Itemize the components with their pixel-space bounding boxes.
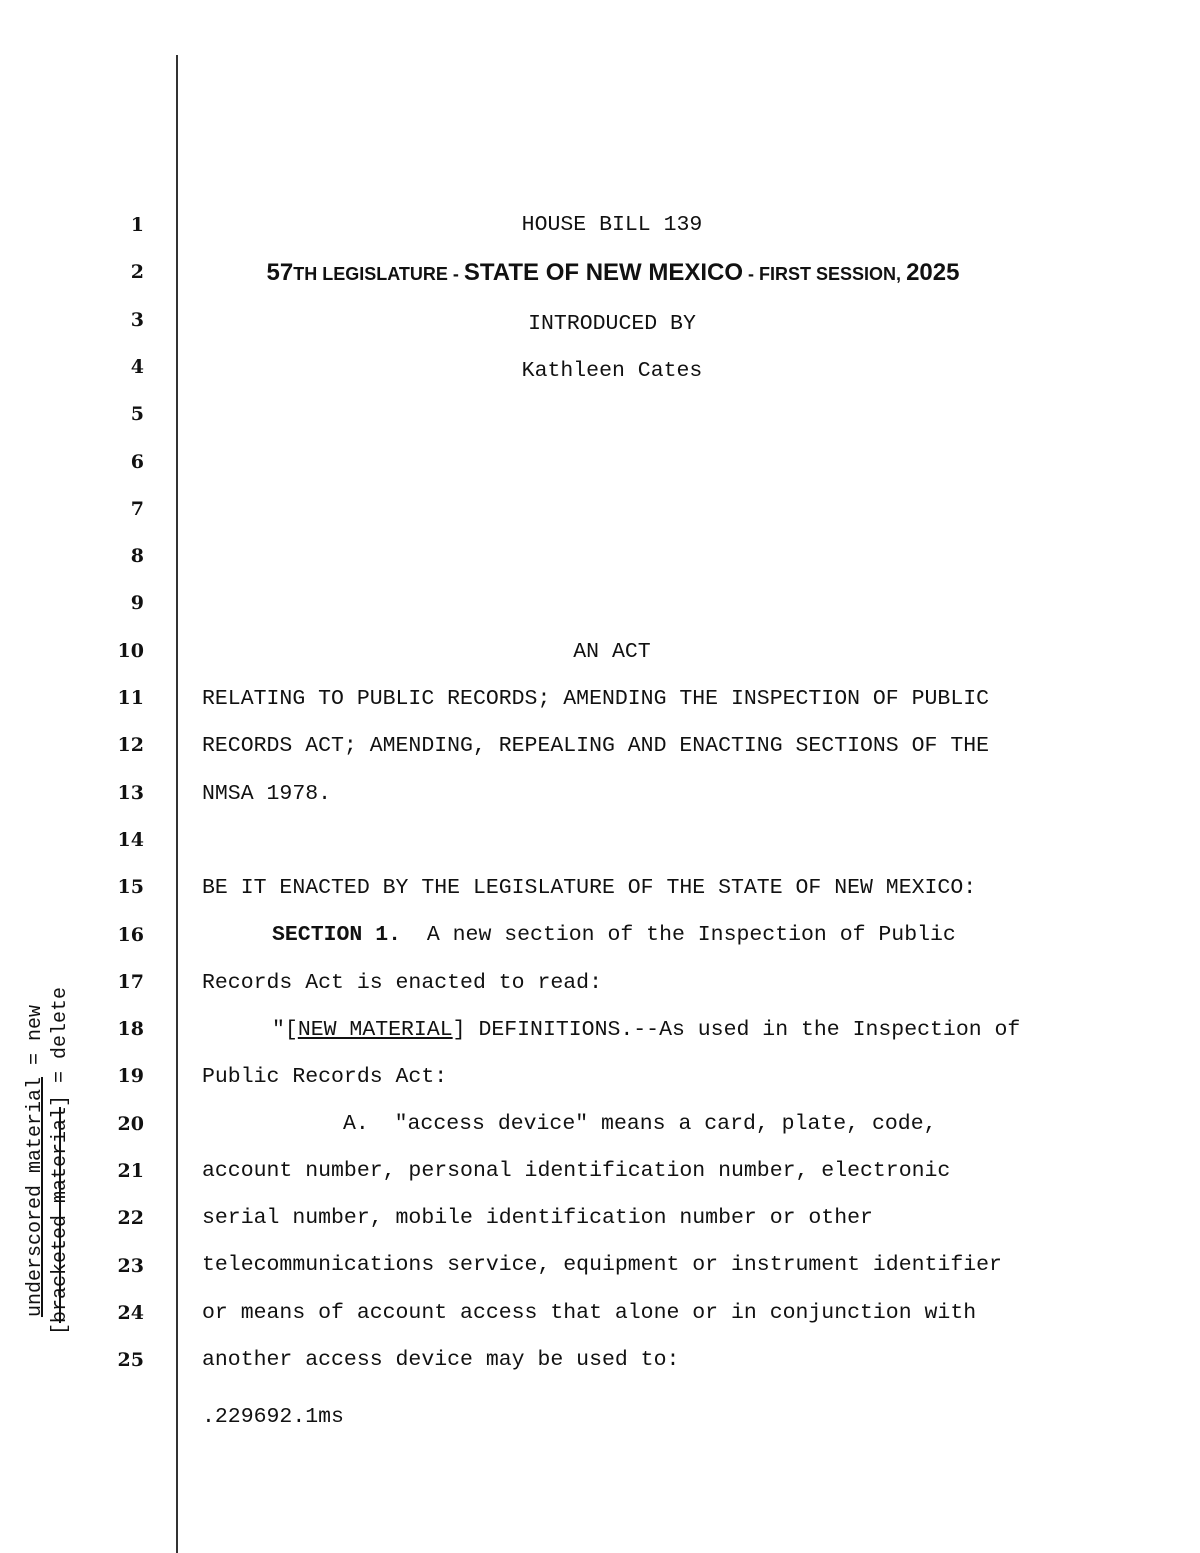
- line-number: 5: [130, 403, 144, 426]
- sponsor: Kathleen Cates: [521, 359, 703, 383]
- body-line-15: BE IT ENACTED BY THE LEGISLATURE OF THE STATE OF NEW MEXICO:: [202, 876, 977, 900]
- section-heading: SECTION 1.: [272, 923, 402, 947]
- session-label: - FIRST SESSION,: [743, 264, 907, 284]
- body-line-24: or means of account access that alone or in conjunction with: [202, 1301, 977, 1325]
- line-number: 11: [117, 687, 144, 709]
- body-line-11: RELATING TO PUBLIC RECORDS; AMENDING THE INSPECTION OF PUBLIC: [202, 687, 990, 711]
- line-number: 4: [130, 355, 144, 378]
- line-number: 25: [117, 1349, 144, 1372]
- quote-open: "[: [272, 1018, 298, 1042]
- section-text: A new section of the Inspection of Public: [401, 923, 956, 947]
- side-legend: [23, 971, 73, 1351]
- body-line-21: account number, personal identification number, electronic: [202, 1159, 951, 1183]
- line-number: 12: [117, 734, 144, 757]
- line-number: 20: [117, 1112, 144, 1135]
- body-line-16: [272, 922, 956, 948]
- line-number: 23: [117, 1254, 144, 1277]
- new-material-tag: NEW MATERIAL: [297, 1018, 453, 1042]
- state-name: STATE OF NEW MEXICO: [463, 259, 744, 286]
- legend-new: [23, 971, 48, 1351]
- introduced-by: INTRODUCED BY: [528, 312, 696, 336]
- legend-bracket-open: [: [49, 1323, 72, 1336]
- line-number: 17: [117, 970, 144, 993]
- line-number: 6: [130, 450, 144, 473]
- body-line-18: [272, 1017, 1020, 1043]
- line-number: 9: [130, 592, 144, 615]
- line-number: 24: [117, 1301, 144, 1324]
- line-number: 19: [117, 1065, 144, 1088]
- line-number: 2: [130, 261, 144, 284]
- body-line-20: A. "access device" means a card, plate, code,: [343, 1112, 937, 1136]
- definitions-text: ] DEFINITIONS.--As used in the Inspection of: [452, 1018, 1021, 1042]
- body-line-23: telecommunications service, equipment or instrument identifier: [202, 1253, 1002, 1277]
- bill-number: HOUSE BILL 139: [521, 213, 703, 237]
- body-line-22: serial number, mobile identification number or other: [202, 1206, 873, 1230]
- line-number: 7: [130, 497, 144, 520]
- line-number: 3: [130, 308, 144, 331]
- session-year: 2025: [906, 259, 960, 286]
- legend-new-text: underscored material: [24, 1076, 47, 1318]
- line-number: 1: [130, 214, 144, 236]
- act-title: AN ACT: [573, 640, 651, 664]
- line-number: 22: [117, 1207, 144, 1230]
- leg-label: TH LEGISLATURE -: [293, 264, 464, 284]
- body-line-25: another access device may be used to:: [202, 1348, 680, 1372]
- legend-delete-eq: ] = delete: [49, 986, 72, 1107]
- line-number: 10: [117, 639, 144, 662]
- legend-new-eq: = new: [24, 1004, 47, 1077]
- legend-delete: [48, 971, 73, 1351]
- line-number: 15: [117, 876, 144, 899]
- footer-code: .229692.1ms: [202, 1405, 344, 1429]
- body-line-12: RECORDS ACT; AMENDING, REPEALING AND ENACTING SECTIONS OF THE: [202, 734, 990, 758]
- body-line-13: NMSA 1978.: [202, 782, 332, 806]
- line-number: 18: [117, 1018, 144, 1041]
- line-number: 21: [117, 1160, 144, 1182]
- legislature-header: [0, 258, 1200, 291]
- line-number: 13: [117, 781, 144, 804]
- leg-number: 57: [266, 259, 294, 286]
- body-line-19: Public Records Act:: [202, 1065, 448, 1089]
- body-line-17: Records Act is enacted to read:: [202, 971, 602, 995]
- line-number: 16: [117, 923, 144, 946]
- line-number: 8: [130, 545, 144, 568]
- line-number: 14: [117, 828, 144, 851]
- legend-delete-text: bracketed material: [49, 1106, 72, 1324]
